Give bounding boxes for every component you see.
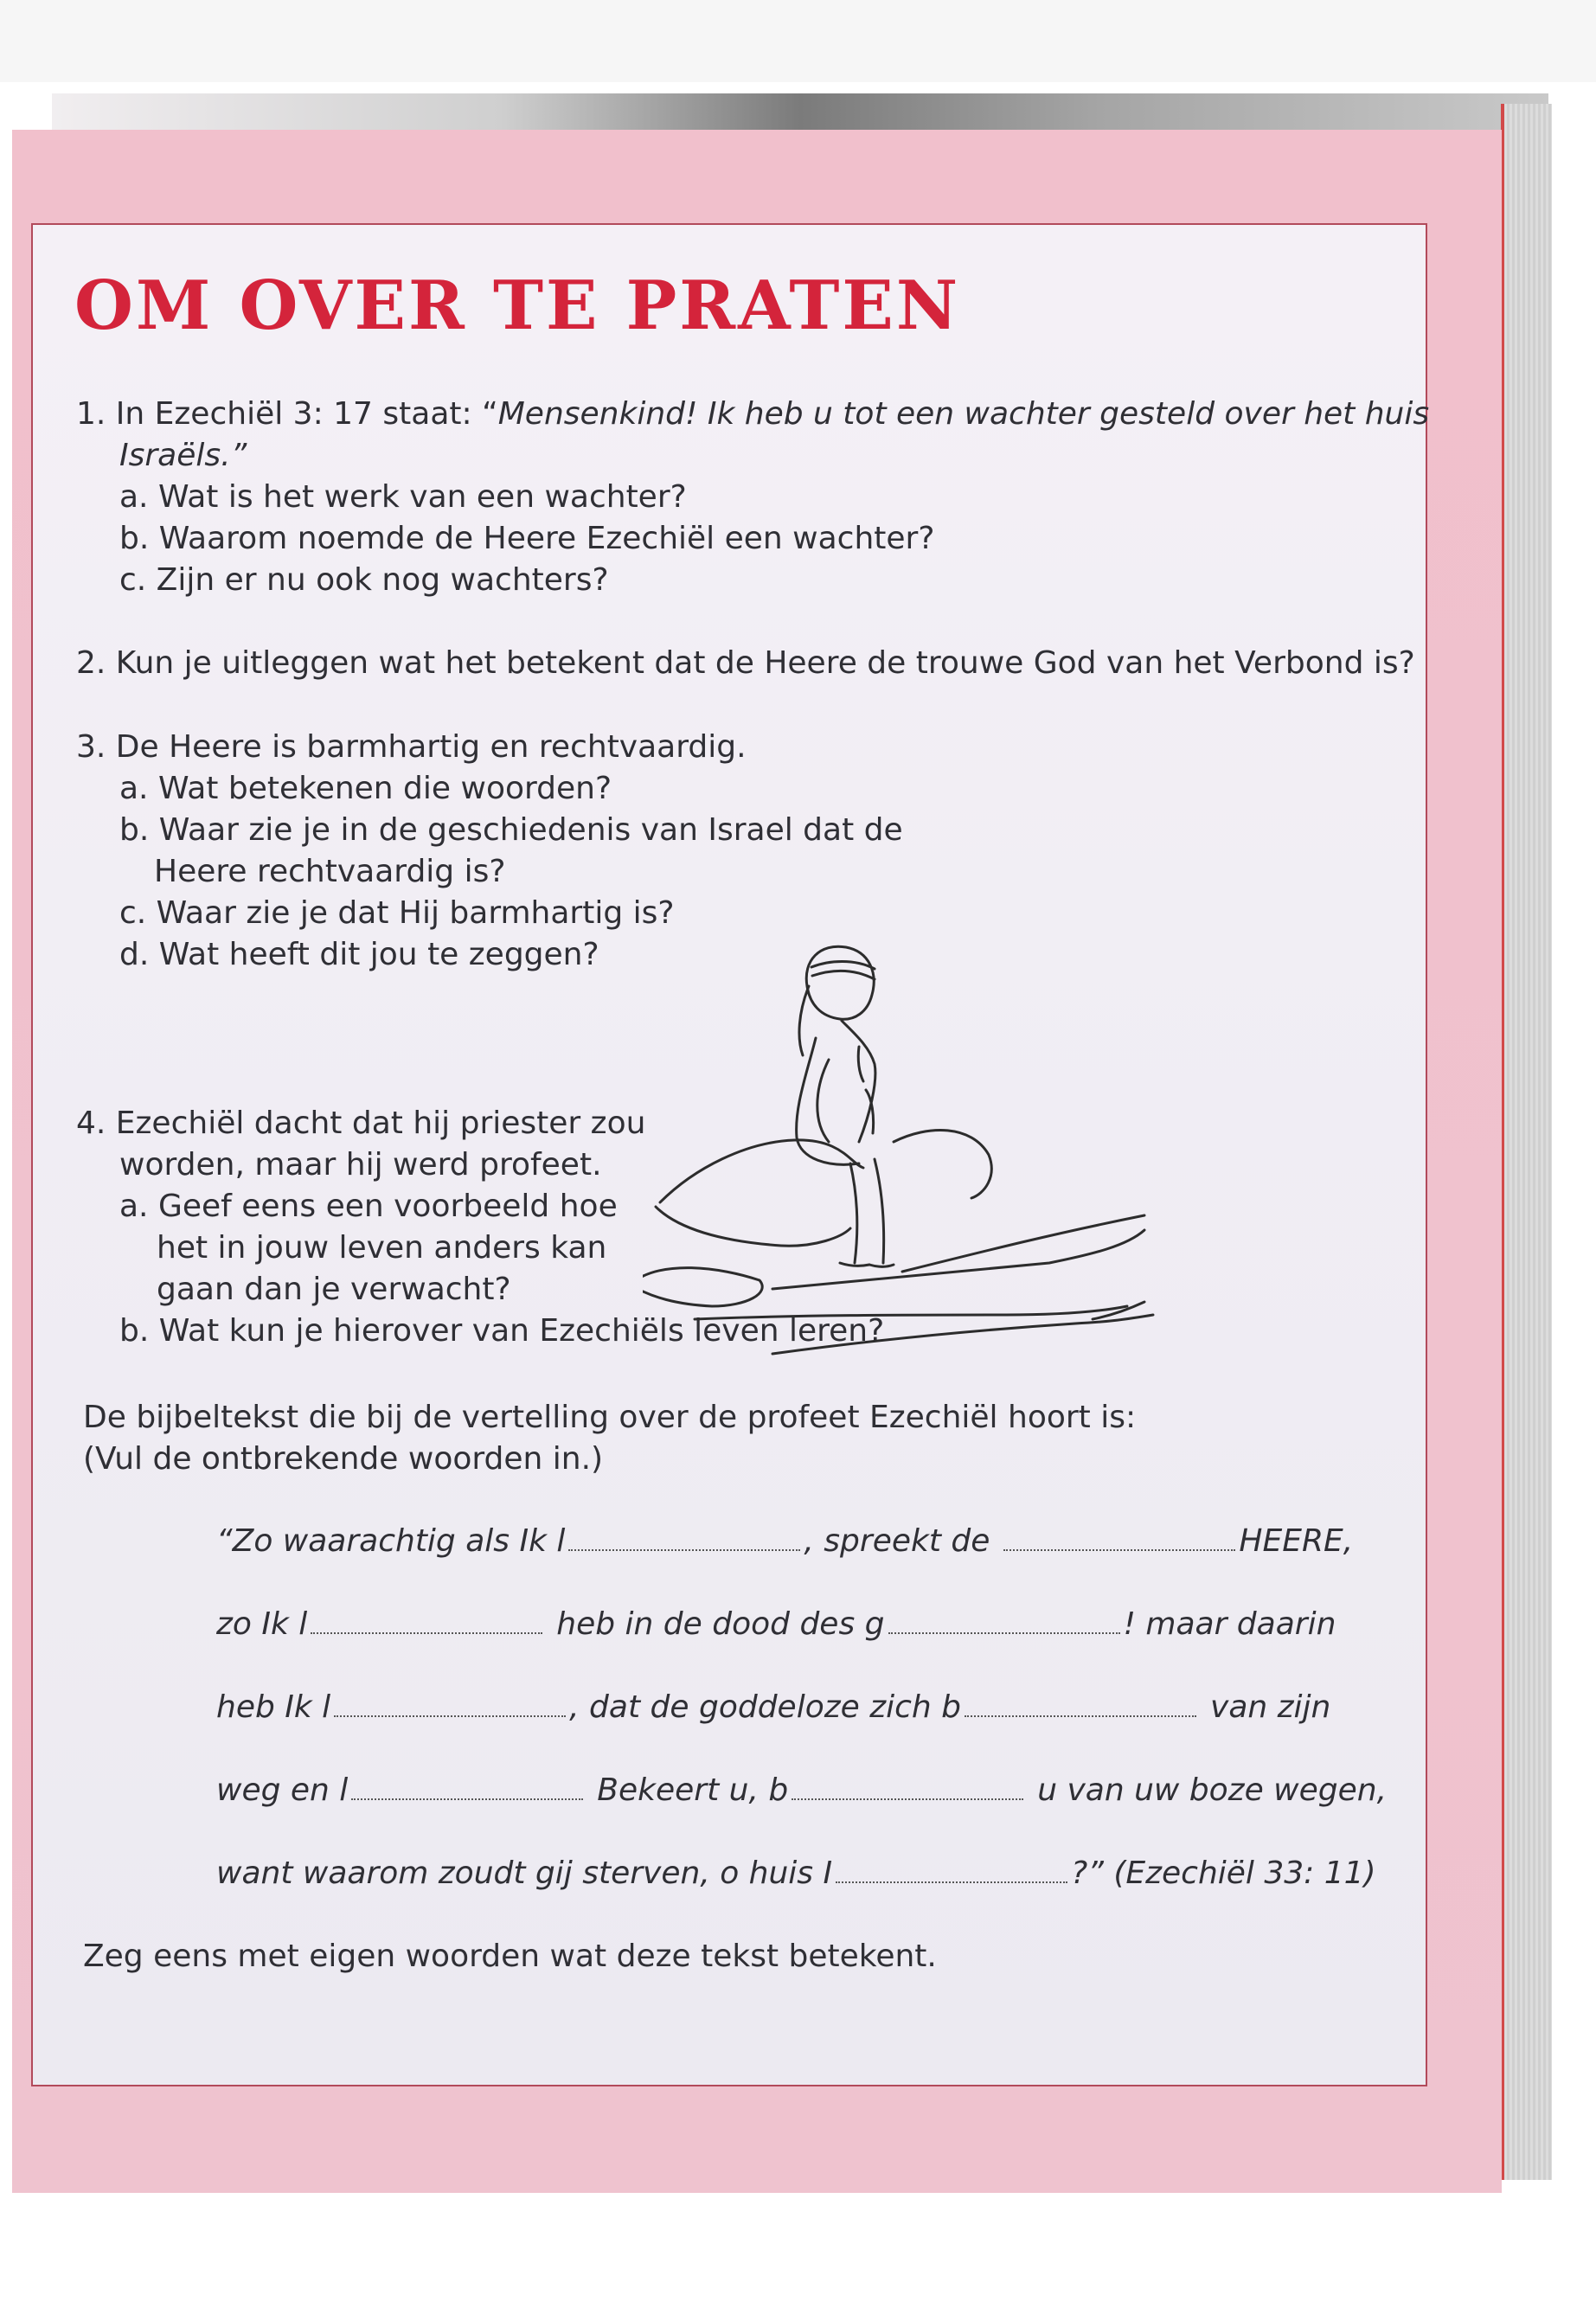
question-4: 4. Ezechiël dacht dat hij priester zou	[76, 1106, 646, 1141]
verse-intro: De bijbeltekst die bij de vertelling over de profeet Ezechiël hoort is:	[83, 1400, 1137, 1435]
blank-field[interactable]	[1003, 1548, 1235, 1551]
book-page	[12, 130, 1502, 2193]
question-3a: a. Wat betekenen die woorden?	[119, 771, 612, 806]
question-3c: c. Waar zie je dat Hij barmhartig is?	[119, 895, 675, 931]
question-4b: b. Wat kun je hierover van Ezechiëls leven leren?	[119, 1313, 885, 1349]
question-4a-cont2: gaan dan je verwacht?	[157, 1272, 511, 1307]
question-1a: a. Wat is het werk van een wachter?	[119, 479, 687, 515]
book-page-edge	[1501, 104, 1552, 2180]
prophet-sketch-illustration	[643, 908, 1335, 1358]
question-1b: b. Waarom noemde de Heere Ezechiël een wachter?	[119, 521, 935, 556]
blank-field[interactable]	[568, 1548, 800, 1551]
verse-instruction: (Vul de ontbrekende woorden in.)	[83, 1441, 604, 1477]
blank-field[interactable]	[836, 1881, 1067, 1883]
question-1c: c. Zijn er nu ook nog wachters?	[119, 562, 609, 598]
blank-field[interactable]	[965, 1715, 1196, 1717]
verse-line-5: want waarom zoudt gij sterven, o huis I ?” (Ezechiël 33: 11)	[216, 1856, 1376, 1891]
question-3: 3. De Heere is barmhartig en rechtvaardig.	[76, 729, 747, 765]
scan-margin-top	[0, 0, 1596, 82]
scan-binding-strip	[52, 93, 1548, 130]
verse-line-2: zo Ik l heb in de dood des g ! maar daarin	[216, 1606, 1336, 1642]
verse-line-4: weg en l Bekeert u, b u van uw boze wegen,	[216, 1772, 1388, 1808]
blank-field[interactable]	[351, 1798, 583, 1800]
question-2: 2. Kun je uitleggen wat het betekent dat de Heere de trouwe God van het Verbond is?	[76, 645, 1415, 681]
page-title: OM OVER TE PRATEN	[74, 266, 961, 345]
question-3d: d. Wat heeft dit jou te zeggen?	[119, 937, 599, 972]
question-4-cont: worden, maar hij werd profeet.	[119, 1147, 602, 1183]
question-4a-cont1: het in jouw leven anders kan	[157, 1230, 607, 1266]
blank-field[interactable]	[334, 1715, 566, 1717]
closing-question: Zeg eens met eigen woorden wat deze tekst betekent.	[83, 1939, 937, 1974]
content-frame	[31, 223, 1430, 2086]
blank-field[interactable]	[792, 1798, 1023, 1800]
question-3b: b. Waar zie je in de geschiedenis van Israel dat de	[119, 812, 903, 848]
question-3b-cont: Heere rechtvaardig is?	[154, 854, 506, 889]
verse-line-3: heb Ik l , dat de goddeloze zich b van zijn	[216, 1689, 1331, 1725]
verse-line-1: “Zo waarachtig als Ik l , spreekt de HEERE,	[216, 1523, 1354, 1559]
blank-field[interactable]	[311, 1631, 542, 1634]
question-1-cont: Israëls.”	[119, 438, 247, 473]
question-4a: a. Geef eens een voorbeeld hoe	[119, 1189, 618, 1224]
question-1: 1. In Ezechiël 3: 17 staat: “Mensenkind! Ik heb u tot een wachter gesteld over het huis	[76, 396, 1430, 432]
blank-field[interactable]	[888, 1631, 1120, 1634]
